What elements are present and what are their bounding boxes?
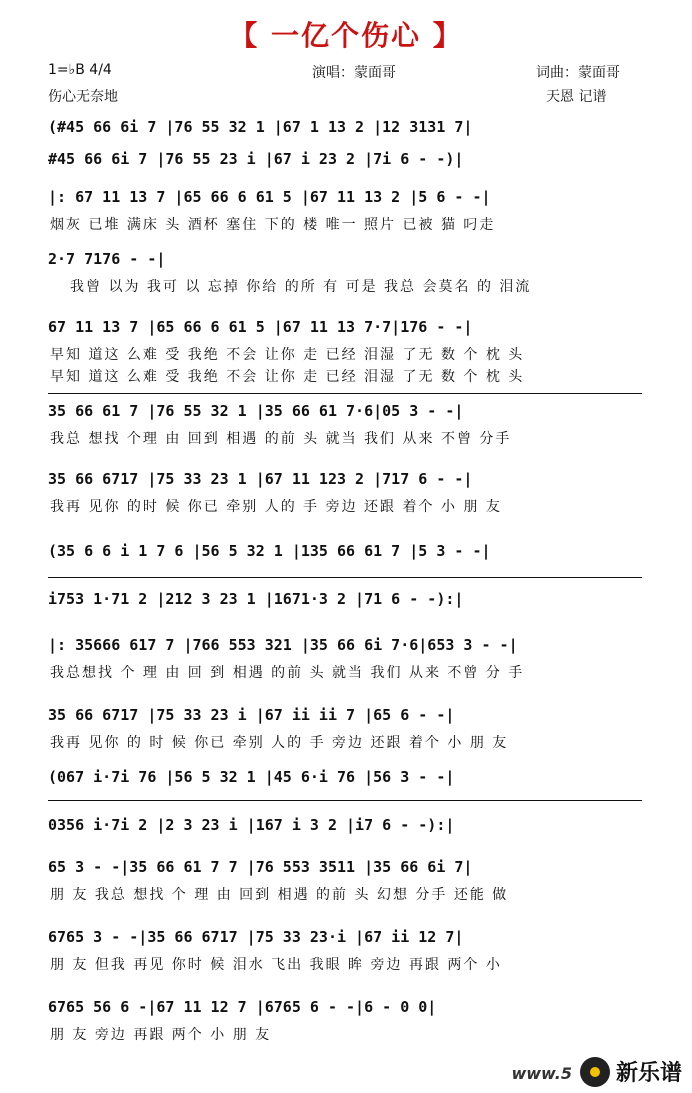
author-credit: 词曲：蒙面哥 — [536, 65, 620, 81]
site-url[interactable]: www.5 — [511, 1064, 572, 1083]
tempo-marking: 伤心无奈地 — [48, 89, 118, 105]
notation-line: (067 i·7i 76 |56 5 32 1 |45 6·i 76 |56 3 - -| — [48, 768, 455, 786]
transcriber-credit: 天恩 记谱 — [546, 89, 607, 105]
bracket-line — [48, 800, 642, 801]
brand-logo[interactable] — [580, 1056, 682, 1087]
lyric-line: 我再 见你 的 时 候 你已 牵别 人的 手 旁边 还跟 着个 小 朋 友 — [50, 735, 509, 751]
notation-line: i753 1·71 2 |212 3 23 1 |1671·3 2 |71 6 - -):| — [48, 590, 464, 608]
lyric-line: 我总想找 个 理 由 回 到 相遇 的前 头 就当 我们 从来 不曾 分 手 — [50, 665, 525, 681]
song-title: 【 一亿个伤心 】 — [229, 19, 463, 52]
notation-line: 35 66 6717 |75 33 23 1 |67 11 123 2 |717 6 - -| — [48, 470, 473, 488]
lyric-line: 朋 友 旁边 再跟 两个 小 朋 友 — [50, 1027, 272, 1043]
notation-line: (35 6 6 i 1 7 6 |56 5 32 1 |135 66 61 7 |5 3 - -| — [48, 542, 491, 560]
notation-line: 35 66 61 7 |76 55 32 1 |35 66 61 7·6|05 3 - -| — [48, 402, 464, 420]
notation-line: #45 66 6i 7 |76 55 23 i |67 i 23 2 |7i 6 - -)| — [48, 150, 464, 168]
notation-line: |: 35666 617 7 |766 553 321 |35 66 6i 7·6|653 3 - -| — [48, 636, 518, 654]
singer-credit: 演唱：蒙面哥 — [312, 65, 396, 81]
notation-line: (#45 66 6i 7 |76 55 32 1 |67 1 13 2 |12 3131 7| — [48, 118, 473, 136]
key-signature: 1=♭B 4/4 — [48, 62, 112, 78]
notation-line: 0356 i·7i 2 |2 3 23 i |167 i 3 2 |i7 6 - -):| — [48, 816, 455, 834]
lyric-line: 我总 想找 个理 由 回到 相遇 的前 头 就当 我们 从来 不曾 分手 — [50, 431, 512, 447]
notation-line: 65 3 - -|35 66 61 7 7 |76 553 3511 |35 66 6i 7| — [48, 858, 473, 876]
bracket-line — [48, 393, 642, 394]
bracket-line — [48, 577, 642, 578]
lyric-line: 我再 见你 的时 候 你已 牵别 人的 手 旁边 还跟 着个 小 朋 友 — [50, 499, 502, 515]
lyric-line: 早知 道这 么难 受 我绝 不会 让你 走 已经 泪湿 了无 数 个 枕 头 — [50, 347, 525, 363]
notation-line: 35 66 6717 |75 33 23 i |67 ii ii 7 |65 6 - -| — [48, 706, 455, 724]
notation-line: |: 67 11 13 7 |65 66 6 61 5 |67 11 13 2 |5 6 - -| — [48, 188, 491, 206]
brand-name: 新乐谱 — [615, 1061, 682, 1086]
lyric-line: 烟灰 已堆 满床 头 酒杯 塞住 下的 楼 唯一 照片 已被 猫 叼走 — [50, 217, 496, 233]
lyric-line: 我曾 以为 我可 以 忘掉 你给 的所 有 可是 我总 会莫名 的 泪流 — [70, 279, 532, 295]
lyric-line: 朋 友 我总 想找 个 理 由 回到 相遇 的前 头 幻想 分手 还能 做 — [50, 887, 509, 903]
notation-line: 67 11 13 7 |65 66 6 61 5 |67 11 13 7·7|176 - -| — [48, 318, 473, 336]
lyric-line: 早知 道这 么难 受 我绝 不会 让你 走 已经 泪湿 了无 数 个 枕 头 — [50, 369, 525, 385]
notation-line: 6765 56 6 -|67 11 12 7 |6765 6 - -|6 - 0 0| — [48, 998, 437, 1016]
lyric-line: 朋 友 但我 再见 你时 候 泪水 飞出 我眼 眸 旁边 再跟 两个 小 — [50, 957, 502, 973]
notation-line: 6765 3 - -|35 66 6717 |75 33 23·i |67 ii 12 7| — [48, 928, 464, 946]
record-disc-icon — [580, 1057, 610, 1087]
notation-line: 2·7 7176 - -| — [48, 250, 166, 268]
